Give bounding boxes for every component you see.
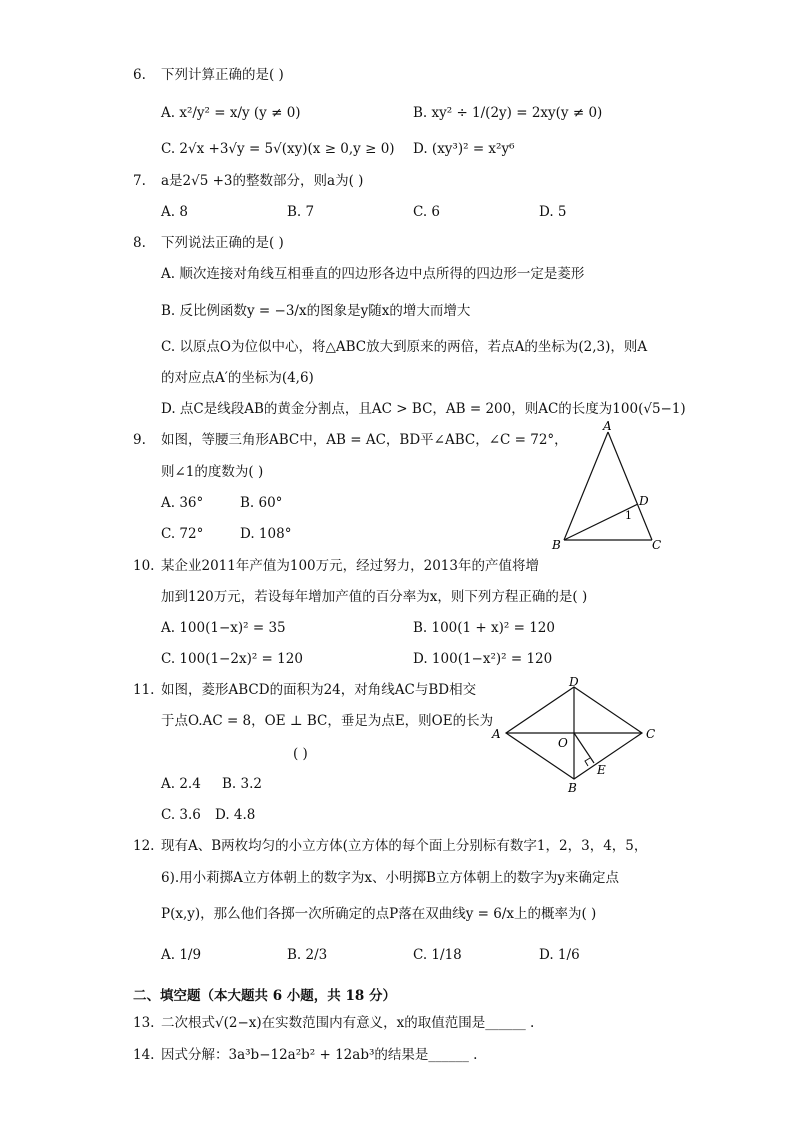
- option-b: B. 7: [287, 204, 315, 220]
- option-c: C. 1/18: [413, 947, 462, 963]
- option-a: A. 顺次连接对角线互相垂直的四边形各边中点所得的四边形一定是菱形: [161, 266, 585, 282]
- question-stem: 下列说法正确的是( ): [161, 235, 284, 251]
- option-c: C. 以原点O为位似中心，将△ABC放大到原来的两倍，若点A的坐标为(2,3)，则A: [161, 339, 648, 355]
- option-d: D. 108°: [240, 526, 292, 542]
- option-b: B. 反比例函数y = −3/x的图象是y随x的增大而增大: [161, 303, 471, 319]
- option-a: A. 1/9: [161, 947, 202, 963]
- question-number: 9.: [133, 432, 146, 448]
- question-stem: 因式分解：3a³b−12a²b² + 12ab³的结果是______ .: [161, 1047, 478, 1063]
- vertex-b-label: B: [568, 781, 577, 795]
- vertex-a-label: A: [492, 727, 501, 741]
- question-stem: a是2√5 +3的整数部分，则a为( ): [161, 173, 364, 189]
- foot-e-label: E: [597, 763, 606, 777]
- option-b: B. 2/3: [287, 947, 328, 963]
- option-b: B. 100(1 + x)² = 120: [413, 620, 555, 636]
- question-stem: 二次根式√(2−x)在实数范围内有意义，x的取值范围是______ .: [161, 1015, 535, 1031]
- option-d: D. (xy³)² = x²y⁶: [413, 141, 515, 157]
- rhombus-abcd-figure: [488, 674, 664, 796]
- option-a: A. 2.4: [161, 776, 201, 792]
- question-stem: 如图，等腰三角形ABC中，AB = AC，BD平∠ABC，∠C = 72°，: [161, 432, 568, 448]
- answer-bracket: ( ): [293, 746, 308, 762]
- option-a: A. 100(1−x)² = 35: [161, 620, 286, 636]
- option-c: C. 72°: [161, 526, 204, 542]
- question-stem-continued: 于点O.AC = 8，OE ⊥ BC，垂足为点E，则OE的长为: [161, 713, 494, 729]
- center-o-label: O: [558, 736, 568, 750]
- vertex-b-label: B: [552, 538, 561, 552]
- question-number: 10.: [133, 558, 155, 574]
- option-c: C. 3.6: [161, 807, 201, 823]
- question-stem: 如图，菱形ABCD的面积为24，对角线AC与BD相交: [161, 682, 477, 698]
- option-d: D. 5: [539, 204, 567, 220]
- option-d: D. 100(1−x²)² = 120: [413, 651, 553, 667]
- question-number: 11.: [133, 682, 155, 698]
- triangle-abc-figure: [548, 418, 668, 554]
- option-c-continued: 的对应点A′的坐标为(4,6): [161, 370, 314, 386]
- question-number: 13.: [133, 1015, 155, 1031]
- point-d-label: D: [639, 494, 649, 508]
- question-number: 6.: [133, 67, 146, 83]
- vertex-c-label: C: [646, 727, 656, 741]
- question-number: 8.: [133, 235, 146, 251]
- option-c: C. 100(1−2x)² = 120: [161, 651, 303, 667]
- vertex-c-label: C: [652, 538, 662, 552]
- option-a: A. 8: [161, 204, 188, 220]
- option-d: D. 4.8: [215, 807, 256, 823]
- vertex-a-label: A: [603, 419, 612, 433]
- question-stem-continued: 6).用小莉掷A立方体朝上的数字为x、小明掷B立方体朝上的数字为y来确定点: [161, 870, 620, 886]
- vertex-d-label: D: [569, 675, 579, 689]
- option-a: A. x²/y² = x/y (y ≠ 0): [161, 105, 301, 121]
- section-heading: 二、填空题（本大题共 6 小题，共 18 分）: [133, 988, 396, 1004]
- question-stem-continued: P(x,y)，那么他们各掷一次所确定的点P落在双曲线y = 6/x上的概率为( ): [161, 906, 597, 922]
- option-b: B. 3.2: [222, 776, 262, 792]
- question-stem: 下列计算正确的是( ): [161, 67, 284, 83]
- angle-1-label: 1: [625, 509, 632, 522]
- question-number: 14.: [133, 1047, 155, 1063]
- question-stem-continued: 则∠1的度数为( ): [161, 464, 264, 480]
- question-stem: 某企业2011年产值为100万元，经过努力，2013年的产值将增: [161, 558, 539, 574]
- question-stem-continued: 加到120万元，若设每年增加产值的百分率为x，则下列方程正确的是( ): [161, 589, 588, 605]
- option-a: A. 36°: [161, 495, 204, 511]
- option-d: D. 点C是线段AB的黄金分割点，且AC > BC，AB = 200，则AC的长度为100(√5−1): [161, 401, 686, 417]
- question-number: 12.: [133, 838, 155, 854]
- question-stem: 现有A、B两枚均匀的小立方体(立方体的每个面上分别标有数字1，2，3，4，5，: [161, 838, 648, 854]
- option-b: B. 60°: [240, 495, 283, 511]
- option-c: C. 2√x +3√y = 5√(xy)(x ≥ 0,y ≥ 0): [161, 141, 395, 157]
- question-number: 7.: [133, 173, 146, 189]
- option-d: D. 1/6: [539, 947, 580, 963]
- option-c: C. 6: [413, 204, 441, 220]
- option-b: B. xy² ÷ 1/(2y) = 2xy(y ≠ 0): [413, 105, 603, 121]
